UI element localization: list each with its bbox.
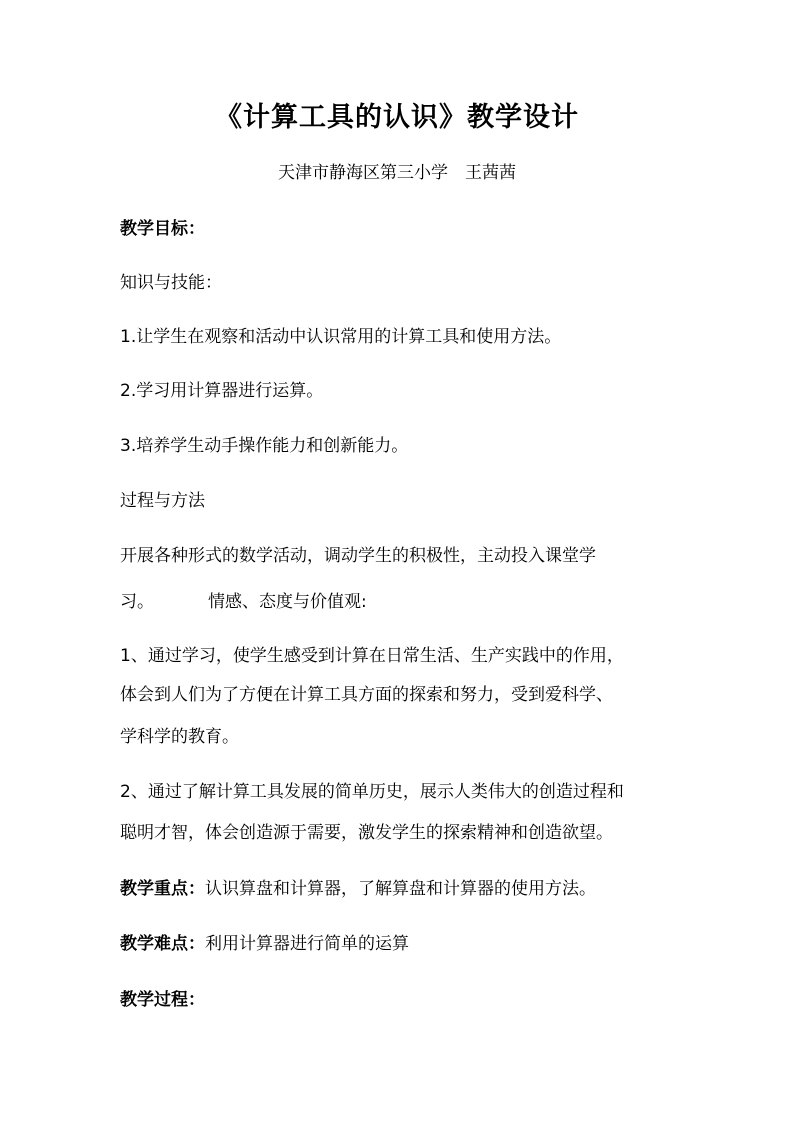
author-line: 天津市静海区第三小学 王茜茜 [278,163,516,183]
process-text-line-1: 开展各种形式的数学活动，调动学生的积极性，主动投入课堂学 [120,546,596,566]
emotion-item-2-line-2: 聪明才智，体会创造源于需要，激发学生的探索精神和创造欲望。 [120,823,613,843]
emotion-heading: 情感、态度与价值观: [208,592,367,612]
knowledge-item-2: 2.学习用计算器进行运算。 [120,381,324,401]
knowledge-item-1: 1.让学生在观察和活动中认识常用的计算工具和使用方法。 [120,327,562,347]
key-point-text: 认识算盘和计算器，了解算盘和计算器的使用方法。 [205,879,596,899]
emotion-item-1-line-1: 1、通过学习，使学生感受到计算在日常生活、生产实践中的作用， [120,646,624,666]
difficulty-text: 利用计算器进行简单的运算 [205,934,409,954]
process-text-end: 习。 [120,592,154,612]
key-point-line [120,876,690,902]
key-point-label: 教学重点： [120,879,205,899]
emotion-item-1-line-2: 体会到人们为了方便在计算工具方面的探索和努力，受到爱科学、 [120,685,613,705]
difficulty-label: 教学难点： [120,934,205,954]
objectives-heading: 教学目标： [120,219,205,239]
process-text-line-2 [120,589,690,615]
difficulty-line [120,931,690,957]
process-heading: 过程与方法 [120,491,205,511]
emotion-item-2-line-1: 2、通过了解计算工具发展的简单历史，展示人类伟大的创造过程和 [120,782,624,802]
emotion-item-1-line-3: 学科学的教育。 [120,727,239,747]
document-title: 《计算工具的认识》教学设计 [215,102,579,133]
knowledge-heading: 知识与技能： [120,273,222,293]
process-section-heading: 教学过程： [120,990,205,1010]
knowledge-item-3: 3.培养学生动手操作能力和创新能力。 [120,436,409,456]
